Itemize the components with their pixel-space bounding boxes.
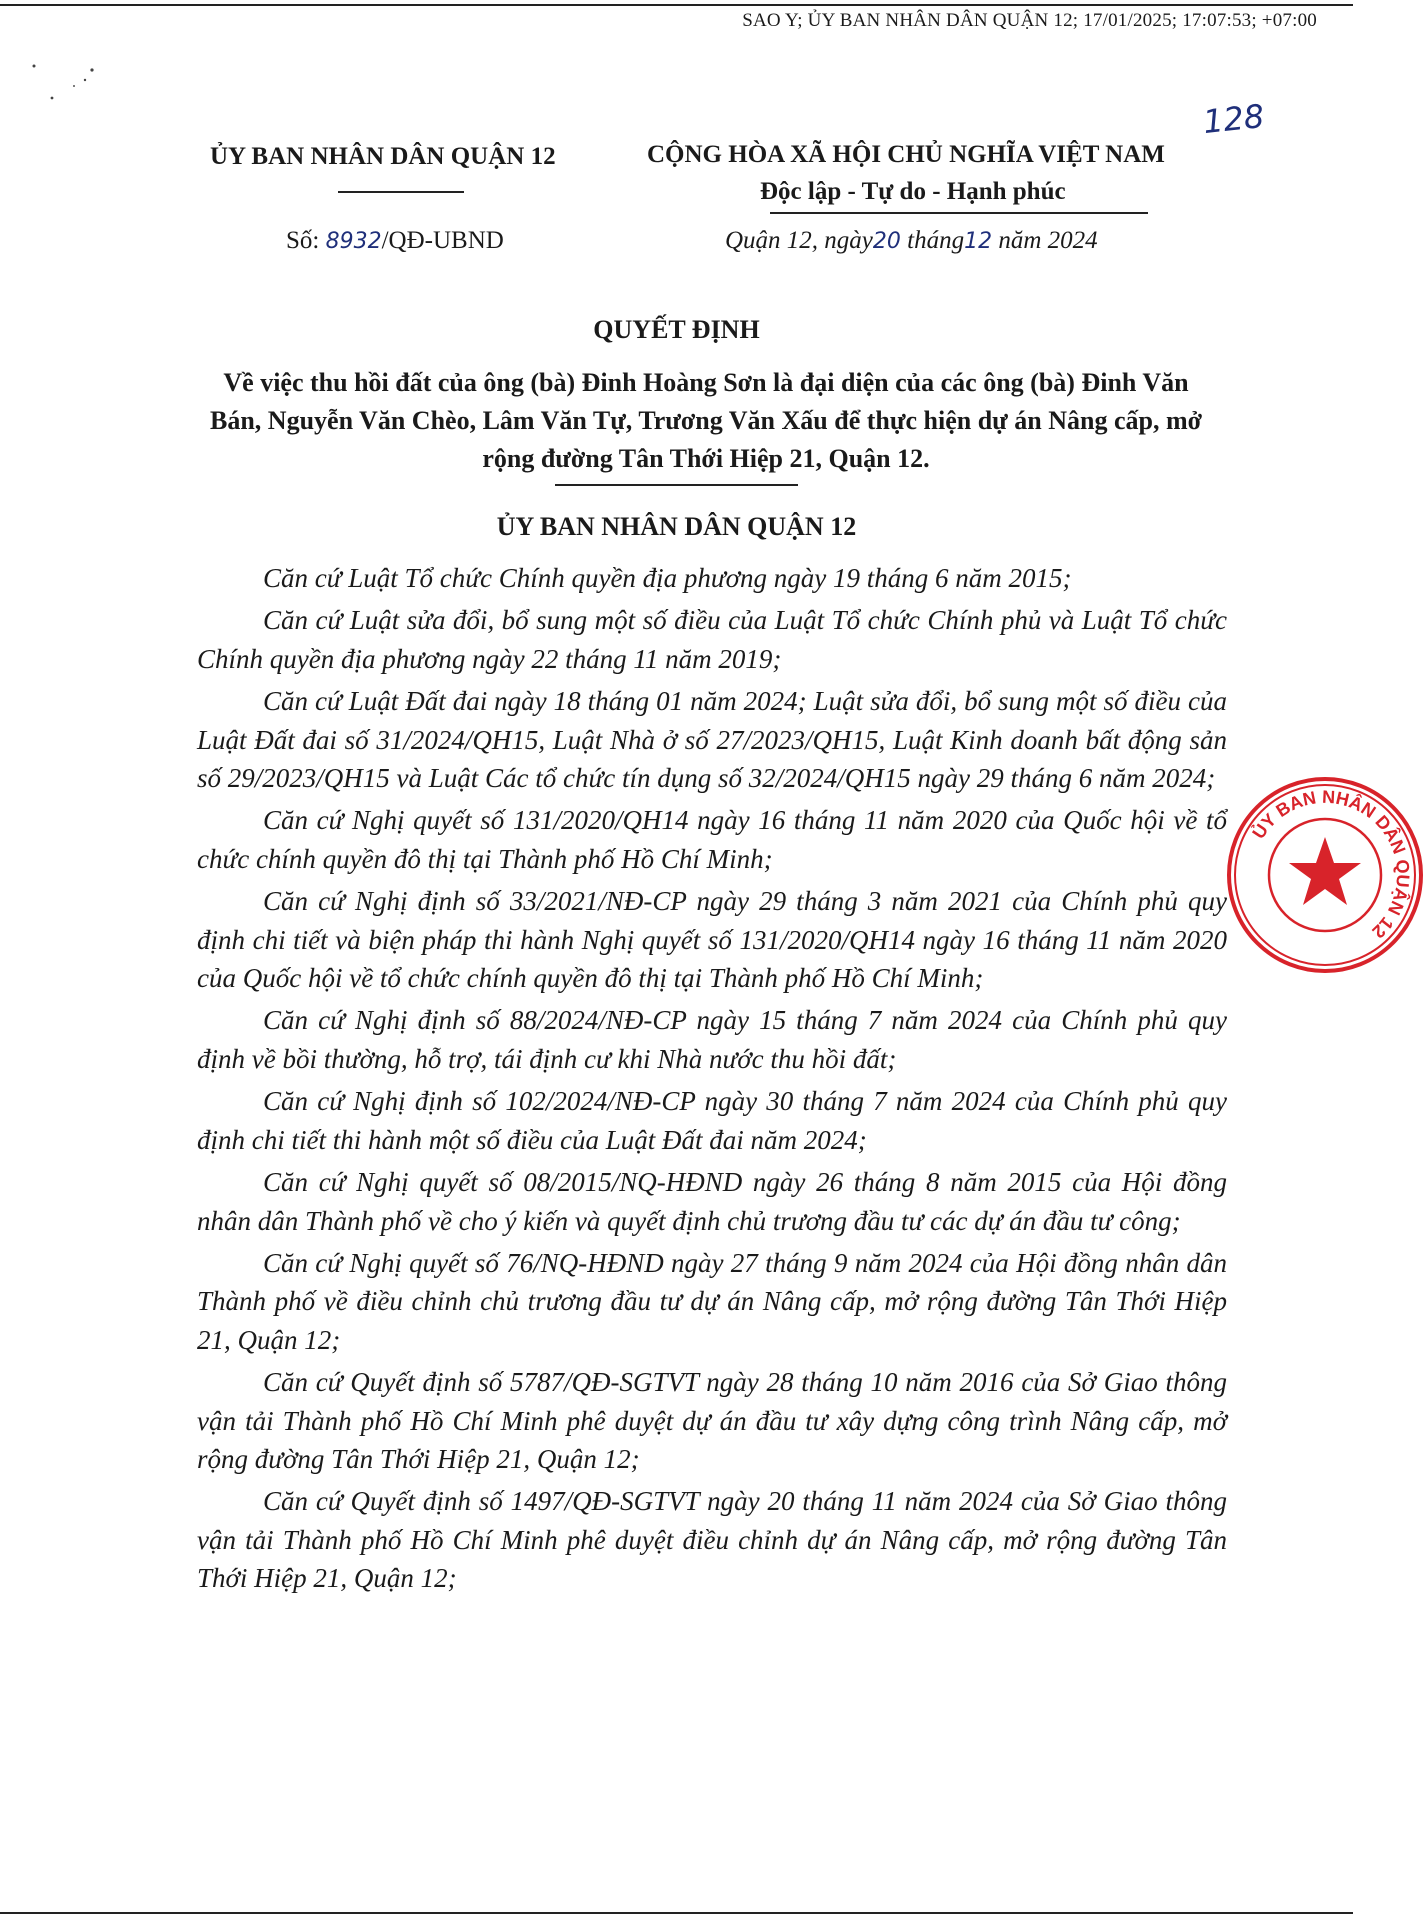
document-title: QUYẾT ĐỊNH — [593, 315, 760, 344]
seal-text: ỦY BAN NHÂN DÂN QUẬN 12 — [1248, 786, 1414, 943]
doc-no-suffix: /QĐ-UBND — [381, 227, 504, 254]
scan-specks — [30, 58, 110, 108]
legal-basis-item: Căn cứ Nghị định số 102/2024/NĐ-CP ngày 30 tháng 7 năm 2024 của Chính phủ quy định chi tiết thi hành một số điều của Luật Đất đai năm 2024; — [197, 1086, 1227, 1155]
legal-basis-list — [197, 559, 1227, 1602]
legal-basis-item: Căn cứ Nghị quyết số 76/NQ-HĐND ngày 27 tháng 9 năm 2024 của Hội đồng nhân dân Thành phố về điều chỉnh chủ trương đầu tư dự án Nâng cấp, mở rộng đường Tân Thới Hiệp 21, Quận 12; — [197, 1247, 1227, 1355]
date-month-label: tháng — [900, 227, 965, 254]
legal-basis-item: Căn cứ Nghị quyết số 131/2020/QH14 ngày 16 tháng 11 năm 2020 của Quốc hội về tổ chức chính quyền đô thị tại Thành phố Hồ Chí Minh; — [197, 805, 1227, 874]
legal-basis-item: Căn cứ Nghị quyết số 08/2015/NQ-HĐND ngày 26 tháng 8 năm 2015 của Hội đồng nhân dân Thành phố về cho ý kiến và quyết định chủ trương đầu tư các dự án đầu tư công; — [197, 1167, 1227, 1236]
legal-basis-item: Căn cứ Quyết định số 1497/QĐ-SGTVT ngày 20 tháng 11 năm 2024 của Sở Giao thông vận tải Thành phố Hồ Chí Minh phê duyệt điều chỉnh dự án Nâng cấp, mở rộng đường Tân Thới Hiệp 21, Quận 12; — [197, 1486, 1227, 1594]
national-motto: Độc lập - Tự do - Hạnh phúc — [760, 178, 1066, 205]
legal-basis-item: Căn cứ Quyết định số 5787/QĐ-SGTVT ngày 28 tháng 10 năm 2016 của Sở Giao thông vận tải Thành phố Hồ Chí Minh phê duyệt dự án đầu tư xây dựng công trình Nâng cấp, mở rộng đường Tân Thới Hiệp 21, Quận 12; — [197, 1367, 1227, 1474]
date-day-handwritten: 20 — [872, 229, 901, 254]
date-line — [725, 227, 1098, 255]
date-place: Quận 12, ngày — [725, 227, 873, 254]
document-subject: Về việc thu hồi đất của ông (bà) Đinh Hoàng Sơn là đại diện của các ông (bà) Đinh Văn Bán, Nguyễn Văn Chèo, Lâm Văn Tự, Trương Văn Xấu để thực hiện dự án Nâng cấp, mở rộng đường Tân Thới Hiệp 21, Quận 12. — [209, 368, 1203, 473]
subject-underline — [555, 484, 798, 486]
document-number — [286, 227, 504, 255]
top-border-line — [0, 4, 1353, 6]
legal-basis-item: Căn cứ Luật Đất đai ngày 18 tháng 01 năm 2024; Luật sửa đổi, bổ sung một số điều của Luật Đất đai số 31/2024/QH15, Luật Nhà ở số 27/2023/QH15, Luật Kinh doanh bất động sản số 29/2023/QH15 và Luật Các tổ chức tín dụng số 32/2024/QH15 ngày 29 tháng 6 năm 2024; — [197, 686, 1227, 794]
issuing-agency: ỦY BAN NHÂN DÂN QUẬN 12 — [210, 143, 556, 170]
bottom-border-line — [0, 1912, 1353, 1914]
date-month-handwritten: 12 — [964, 229, 993, 254]
legal-basis-item: Căn cứ Nghị định số 88/2024/NĐ-CP ngày 15 tháng 7 năm 2024 của Chính phủ quy định về bồi thường, hỗ trợ, tái định cư khi Nhà nước thu hồi đất; — [197, 1005, 1227, 1074]
legal-basis-item: Căn cứ Luật Tổ chức Chính quyền địa phương ngày 19 tháng 6 năm 2015; — [263, 563, 1072, 593]
motto-underline — [770, 212, 1148, 214]
national-title: CỘNG HÒA XÃ HỘI CHỦ NGHĨA VIỆT NAM — [647, 141, 1165, 168]
doc-no-prefix: Số: — [286, 227, 326, 254]
issuing-council: ỦY BAN NHÂN DÂN QUẬN 12 — [496, 512, 857, 541]
digital-copy-stamp: SAO Y; ỦY BAN NHÂN DÂN QUẬN 12; 17/01/2025; 17:07:53; +07:00 — [742, 10, 1317, 31]
doc-no-handwritten: 8932 — [325, 229, 382, 254]
red-official-seal — [1225, 775, 1425, 975]
agency-underline — [338, 191, 464, 193]
legal-basis-item: Căn cứ Luật sửa đổi, bổ sung một số điều của Luật Tổ chức Chính phủ và Luật Tổ chức Chính quyền địa phương ngày 22 tháng 11 năm 2019; — [197, 605, 1227, 674]
handwritten-page-number: 128 — [1201, 96, 1266, 142]
legal-basis-item: Căn cứ Nghị định số 33/2021/NĐ-CP ngày 29 tháng 3 năm 2021 của Chính phủ quy định chi tiết và biện pháp thi hành Nghị quyết số 131/2020/QH14 ngày 16 tháng 11 năm 2020 của Quốc hội về tổ chức chính quyền đô thị tại Thành phố Hồ Chí Minh; — [197, 886, 1227, 994]
date-year: năm 2024 — [992, 227, 1098, 254]
